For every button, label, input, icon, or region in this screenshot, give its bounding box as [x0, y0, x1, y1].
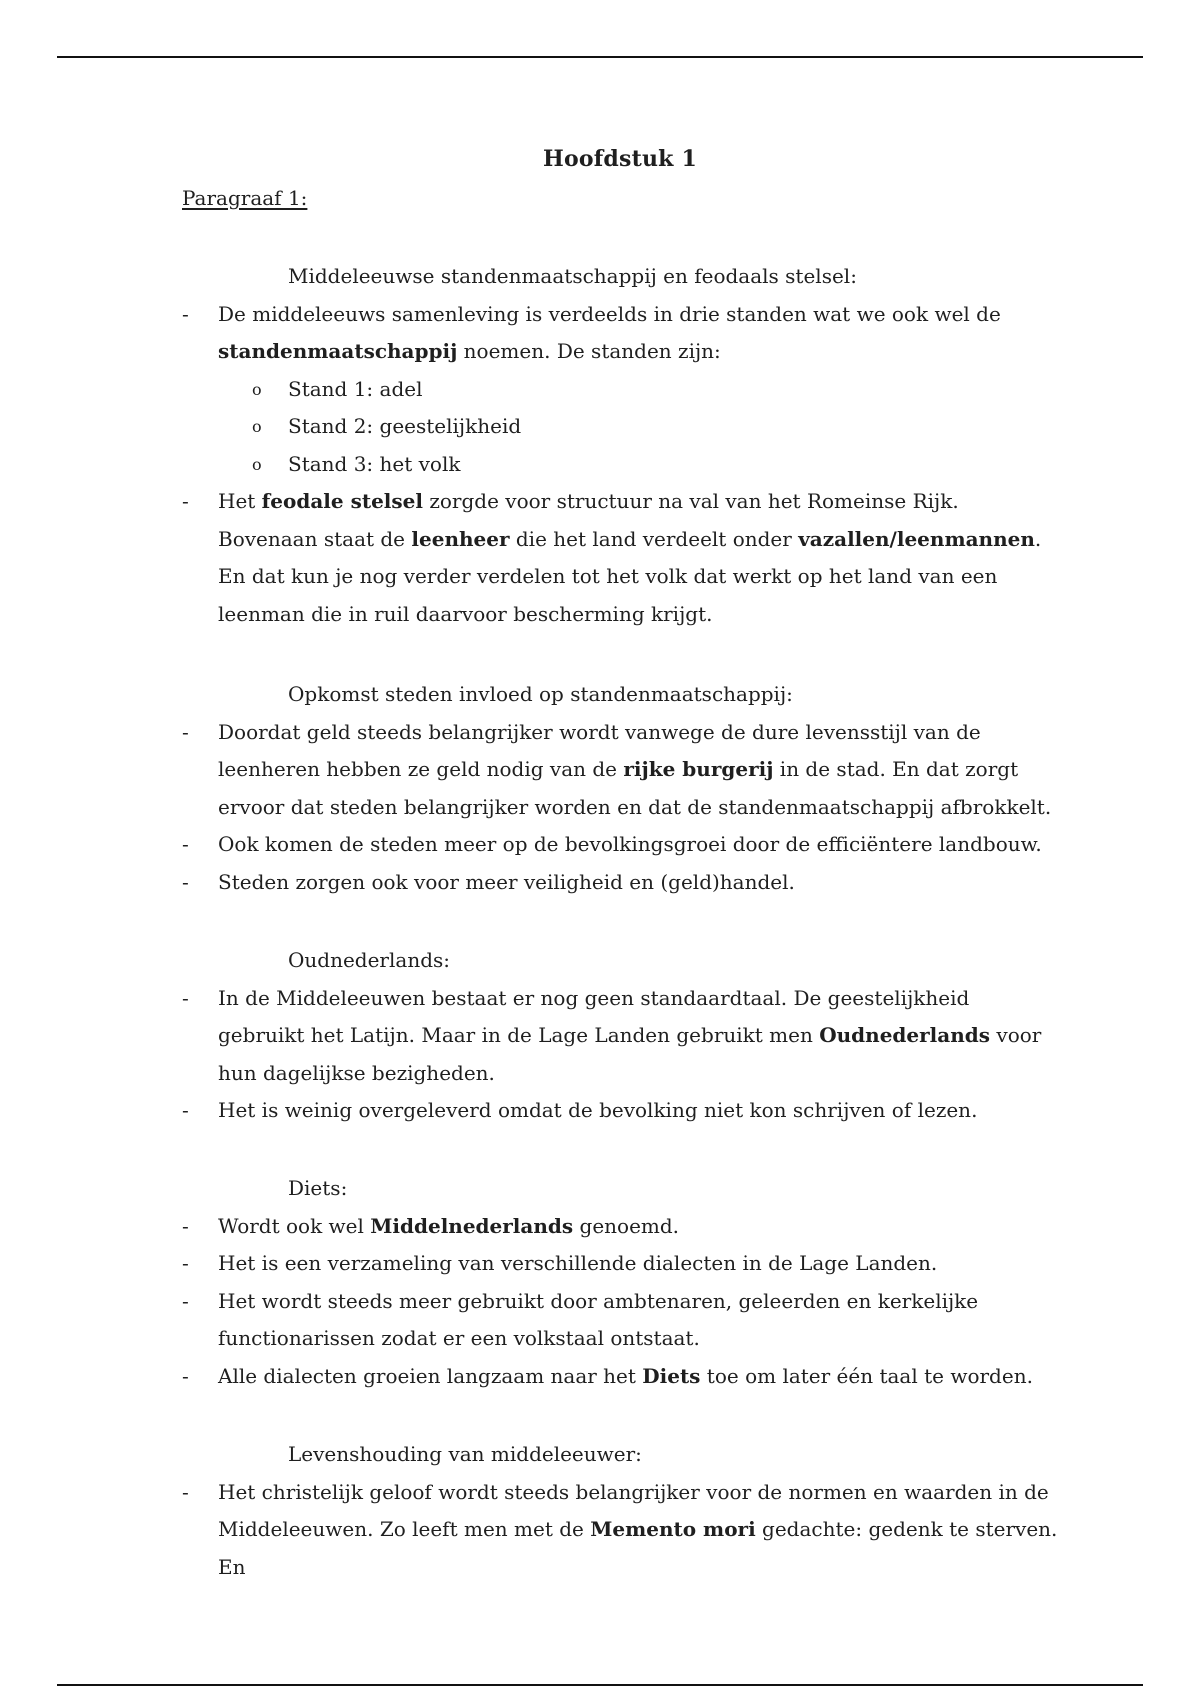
section-feodaal — [182, 258, 1062, 633]
sub-item: o Stand 3: het volk — [182, 446, 1062, 484]
circle-marker: o — [252, 454, 262, 474]
bullet-item: - Het wordt steeds meer gebruikt door ambtenaren, geleerden en kerkelijke functionarissen zodat er een volkstaal ontstaat. — [182, 1283, 1062, 1358]
bullet-item: - De middeleeuws samenleving is verdeelds in drie standen wat we ook wel de standenmaatschappij noemen. De standen zijn: — [182, 296, 1062, 371]
dash-marker: - — [182, 832, 189, 856]
circle-marker: o — [252, 379, 262, 399]
dash-marker: - — [182, 1479, 189, 1504]
bullet-item: - Het christelijk geloof wordt steeds belangrijker voor de normen en waarden in de Middeleeuwen. Zo leeft men met de Memento mori gedachte: gedenk te sterven. En — [182, 1474, 1062, 1587]
term: Oudnederlands — [819, 1023, 991, 1047]
dash-marker: - — [182, 869, 189, 894]
dash-marker: - — [182, 1363, 189, 1388]
sub-item: o Stand 2: geestelijkheid — [182, 408, 1062, 446]
dash-marker: - — [182, 1213, 189, 1238]
section-heading: Levenshouding van middeleeuwer: — [288, 1442, 642, 1466]
term: leenheer — [411, 526, 510, 551]
dash-marker: - — [182, 985, 189, 1010]
dash-marker: - — [182, 1098, 189, 1122]
section-levenshouding — [182, 1436, 1062, 1586]
bullet-item: - Het feodale stelsel zorgde voor structuur na val van het Romeinse Rijk. Bovenaan staat de leenheer die het land verdeelt onder vazallen/leenmannen. En dat kun je nog verder verdelen tot het volk dat werkt op het land van een leenman die in ruil daarvoor bescherming krijgt. — [182, 483, 1062, 633]
bullet-item: - Wordt ook wel Middelnederlands genoemd. — [182, 1208, 1062, 1246]
dash-marker: - — [182, 719, 189, 744]
term: Middelnederlands — [370, 1213, 574, 1238]
bullet-item: - Ook komen de steden meer op de bevolkingsgroei door de efficiëntere landbouw. — [182, 826, 1062, 864]
section-heading: Diets: — [288, 1176, 348, 1200]
bullet-item: - Steden zorgen ook voor meer veiligheid en (geld)handel. — [182, 864, 1062, 902]
dash-marker: - — [182, 1288, 189, 1313]
paragraph-label: Paragraaf 1: — [182, 186, 308, 210]
bullet-item: - Doordat geld steeds belangrijker wordt vanwege de dure levensstijl van de leenheren hebben ze geld nodig van de rijke burgerij in de stad. En dat zorgt ervoor dat steden belangrijker worden en dat de standenmaatschappij afbrokkelt. — [182, 714, 1062, 827]
dash-marker: - — [182, 1251, 189, 1275]
section-oudnederlands — [182, 942, 1062, 1130]
term: Memento mori — [590, 1517, 756, 1541]
circle-marker: o — [252, 417, 262, 436]
footer-rule — [57, 1684, 1143, 1686]
bullet-item: - Het is een verzameling van verschillende dialecten in de Lage Landen. — [182, 1245, 1062, 1283]
term: feodale stelsel — [261, 489, 423, 513]
term: Diets — [642, 1363, 701, 1388]
term: rijke burgerij — [623, 757, 774, 781]
section-heading: Middeleeuwse standenmaatschappij en feodaals stelsel: — [288, 264, 857, 288]
chapter-title: Hoofdstuk 1 — [543, 146, 697, 172]
section-heading: Oudnederlands: — [288, 948, 451, 972]
sub-item: o Stand 1: adel — [182, 371, 1062, 409]
bullet-item: - In de Middeleeuwen bestaat er nog geen standaardtaal. De geestelijkheid gebruikt het Latijn. Maar in de Lage Landen gebruikt men Oudnederlands voor hun dagelijkse bezigheden. — [182, 980, 1062, 1093]
section-heading: Opkomst steden invloed op standenmaatschappij: — [288, 682, 793, 706]
bullet-item: - Het is weinig overgeleverd omdat de bevolking niet kon schrijven of lezen. — [182, 1092, 1062, 1130]
term: vazallen/leenmannen — [798, 526, 1035, 551]
section-diets — [182, 1170, 1062, 1395]
term: standenmaatschappij — [218, 339, 458, 363]
bullet-item: - Alle dialecten groeien langzaam naar het Diets toe om later één taal te worden. — [182, 1358, 1062, 1396]
section-steden — [182, 676, 1062, 901]
dash-marker: - — [182, 489, 189, 513]
dash-marker: - — [182, 301, 189, 326]
